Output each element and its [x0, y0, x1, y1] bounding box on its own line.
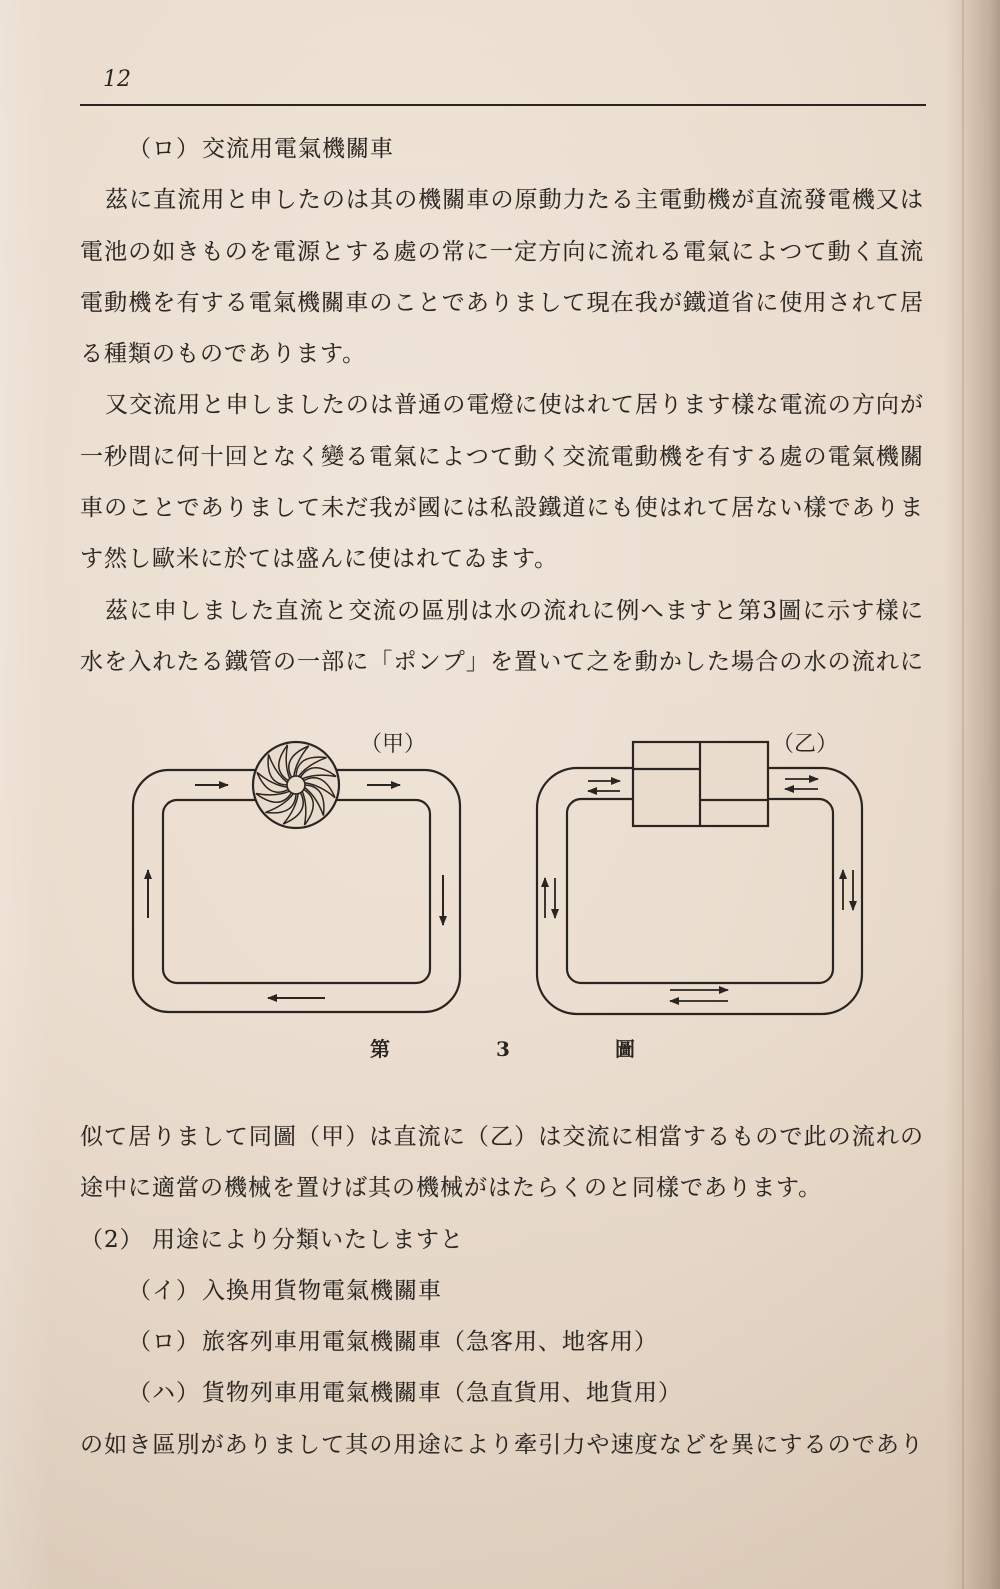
paragraph-line: す然し歐米に於ては盛んに使はれてゐます。 [80, 546, 559, 573]
paragraph-line: 又交流用と申しましたのは普通の電燈に使はれて居ります樣な電流の方向が [105, 392, 924, 419]
page-number: 12 [103, 67, 131, 92]
list-item-text: 旅客列車用電氣機關車（急客用、地客用） [202, 1329, 658, 1356]
classification-heading-text: 用途により分類いたしますと [152, 1226, 464, 1253]
list-item-label: （イ） [128, 1277, 200, 1304]
paragraph-line: 電池の如きものを電源とする處の常に一定方向に流れる電氣によつて動く直流 [80, 238, 924, 265]
paragraph-line: 似て居りまして同圖（甲）は直流に（乙）は交流に相當するもので此の流れの [80, 1124, 924, 1150]
paragraph-line: 水を入れたる鐵管の一部に「ポンプ」を置いて之を動かした場合の水の流れに [80, 648, 924, 675]
header-rule [80, 104, 926, 106]
list-item-label: （ロ） [128, 1329, 200, 1356]
diagram-direct-current [133, 742, 460, 1012]
paragraph-line: る種類のものであります。 [80, 341, 367, 368]
list-item [80, 1368, 924, 1419]
list-item-label: （ハ） [128, 1380, 200, 1407]
paragraph-line: の如き區別がありまして其の用途により牽引力や速度などを異にするのであり [80, 1431, 924, 1458]
paragraph-line: 茲に申しました直流と交流の區別は水の流れに例へますと第3圖に示す樣に [105, 597, 924, 624]
diagram-alternating-current [537, 742, 862, 1014]
figure-caption-suffix: 圖 [615, 1037, 635, 1061]
figure-label-left: （甲） [359, 732, 427, 757]
paragraph-line: 電動機を有する電氣機關車のことでありまして現在我が鐵道省に使用されて居 [80, 289, 924, 316]
paragraph-line: 車のことでありまして未だ我が國には私設鐵道にも使はれて居ない樣でありま [80, 495, 924, 522]
figure-label-right: （乙） [771, 732, 839, 757]
paragraph-line: 茲に直流用と申したのは其の機關車の原動力たる主電動機が直流發電機又は [105, 187, 924, 214]
classification-heading [80, 1215, 924, 1266]
paragraph-line: 一秒間に何十回となく變る電氣によつて動く交流電動機を有する處の電氣機關 [80, 443, 925, 470]
classification-heading-label: （2） [80, 1226, 144, 1253]
pump-hub [287, 776, 305, 794]
figure-caption-prefix: 第 [370, 1037, 390, 1061]
section-heading [80, 124, 924, 175]
list-item-text: 入換用貨物電氣機關車 [202, 1277, 442, 1304]
list-item [80, 1266, 924, 1317]
lower-text [80, 1112, 924, 1471]
section-heading-label: （ロ） [128, 136, 200, 162]
section-ro [80, 124, 924, 688]
figure-3 [0, 700, 1000, 1080]
figure-caption-number: 3 [496, 1037, 510, 1061]
paragraph-line: 途中に適當の機械を置けば其の機械がはたらくのと同樣であります。 [80, 1175, 823, 1202]
list-item-text: 貨物列車用電氣機關車（急直貨用、地貨用） [202, 1380, 682, 1407]
section-heading-text: 交流用電氣機關車 [202, 136, 394, 162]
list-item [80, 1317, 924, 1368]
